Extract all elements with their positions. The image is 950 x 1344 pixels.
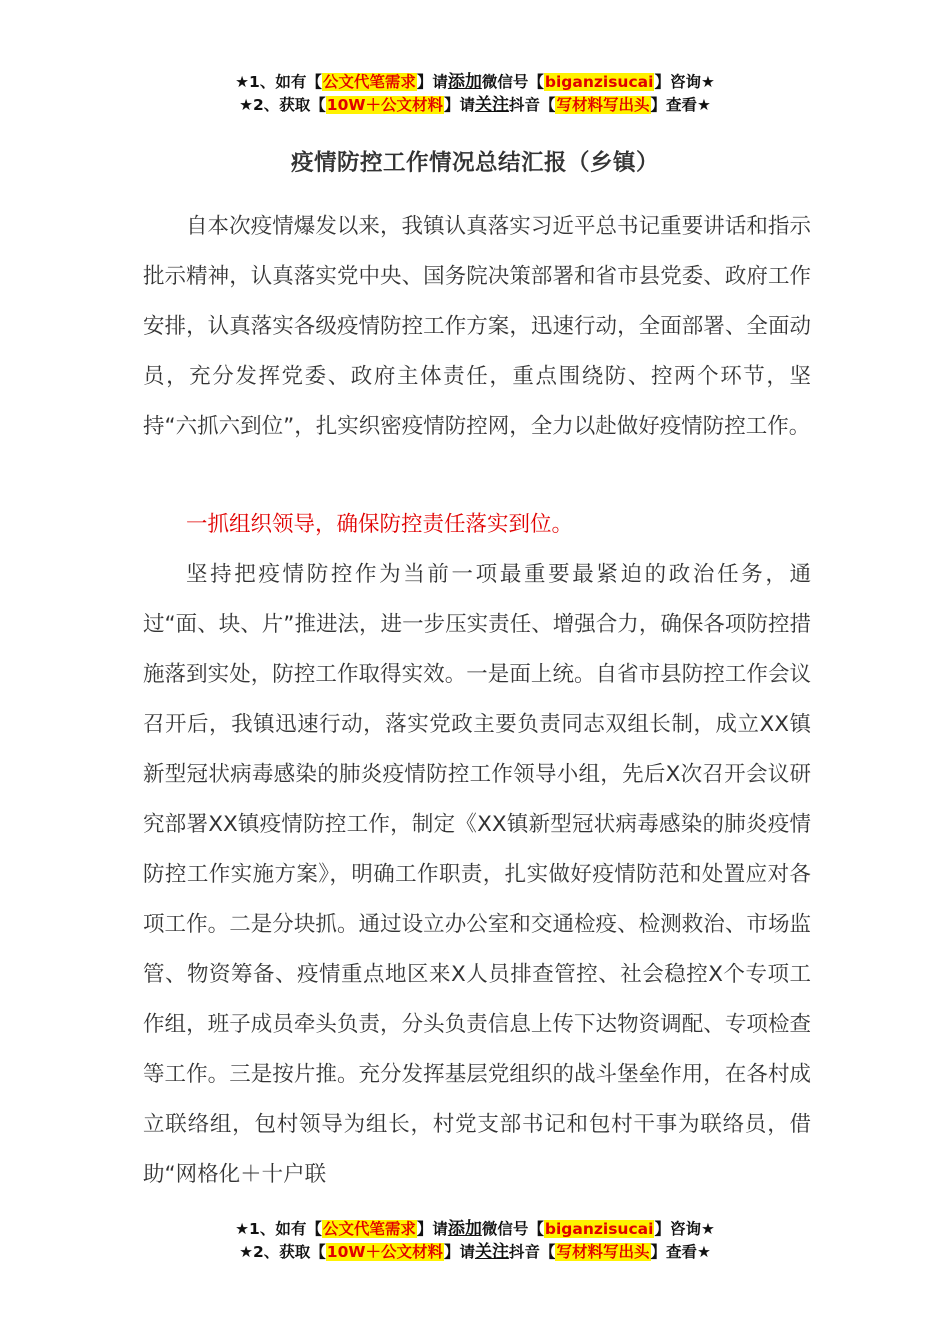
promo-text: 抖音【 <box>508 96 556 114</box>
promo-text: 】请 <box>443 96 475 114</box>
promo-text: 】查看★ <box>650 96 711 114</box>
promo-highlight: 10W＋公文材料 <box>326 1243 443 1261</box>
paragraph-body: 坚持把疫情防控作为当前一项最重要最紧迫的政治任务，通过“面、块、片”推进法，进一步压实责任、增强合力，确保各项防控措施落到实处，防控工作取得实效。一是面上统。自省市县防控工作会议召开后，我镇迅速行动，落实党政主要负责同志双组长制，成立XX镇新型冠状病毒感染的肺炎疫情防控工作领导小组，先后X次召开会议研究部署XX镇疫情防控工作，制定《XX镇新型冠状病毒感染的肺炎疫情防控工作实施方案》，明确工作职责，扎实做好疫情防范和处置应对各项工作。二是分块抓。通过设立办公室和交通检疫、检测救治、市场监管、物资筹备、疫情重点地区来X人员排查管控、社会稳控X个专项工作组，班子成员牵头负责，分头负责信息上传下达物资调配、专项检查等工作。三是按片推。充分发挥基层党组织的战斗堡垒作用，在各村成立联络组，包村领导为组长，村党支部书记和包村干事为联络员，借助“网格化＋十户联 <box>143 562 811 1187</box>
section-heading: 一抓组织领导，确保防控责任落实到位。 <box>186 512 574 537</box>
promo-text: 】咨询★ <box>654 1220 715 1238</box>
promo-line-1 <box>0 1218 950 1241</box>
promo-emphasis: 关注 <box>474 95 509 115</box>
promo-highlight: biganzisucai <box>544 73 654 91</box>
promo-line-2 <box>0 1241 950 1264</box>
promo-text: 】咨询★ <box>654 73 715 91</box>
promo-line-2 <box>0 94 950 117</box>
promo-text: 】请 <box>416 73 448 91</box>
document-body-section-2 <box>143 550 811 1200</box>
promo-highlight: 写材料写出头 <box>556 1243 650 1261</box>
promo-emphasis: 添加 <box>447 72 482 92</box>
promo-text: ★1、如有【 <box>235 1220 322 1238</box>
paragraph-intro: 自本次疫情爆发以来，我镇认真落实习近平总书记重要讲话和指示批示精神，认真落实党中央、国务院决策部署和省市县党委、政府工作安排，认真落实各级疫情防控工作方案，迅速行动，全面部署、全面动员，充分发挥党委、政府主体责任，重点围绕防、控两个环节，坚持“六抓六到位”，扎实织密疫情防控网，全力以赴做好疫情防控工作。 <box>143 214 811 439</box>
promo-emphasis: 添加 <box>447 1219 482 1239</box>
promo-text: ★1、如有【 <box>235 73 322 91</box>
promo-text: 抖音【 <box>508 1243 556 1261</box>
promo-text: 】请 <box>443 1243 475 1261</box>
promo-highlight: biganzisucai <box>544 1220 654 1238</box>
promo-highlight: 公文代笔需求 <box>322 73 416 91</box>
promo-banner-top <box>0 71 950 117</box>
promo-highlight: 写材料写出头 <box>556 96 650 114</box>
promo-text: 】请 <box>416 1220 448 1238</box>
promo-text: 微信号【 <box>481 1220 544 1238</box>
promo-highlight: 公文代笔需求 <box>322 1220 416 1238</box>
promo-text: ★2、获取【 <box>239 96 326 114</box>
promo-text: 】查看★ <box>650 1243 711 1261</box>
promo-text: ★2、获取【 <box>239 1243 326 1261</box>
promo-emphasis: 关注 <box>474 1242 509 1262</box>
promo-line-1 <box>0 71 950 94</box>
promo-banner-bottom <box>0 1218 950 1264</box>
promo-highlight: 10W＋公文材料 <box>326 96 443 114</box>
document-heading-section <box>143 500 811 550</box>
document-title: 疫情防控工作情况总结汇报（乡镇） <box>290 150 659 176</box>
document-body-section-1 <box>143 202 811 452</box>
promo-text: 微信号【 <box>481 73 544 91</box>
